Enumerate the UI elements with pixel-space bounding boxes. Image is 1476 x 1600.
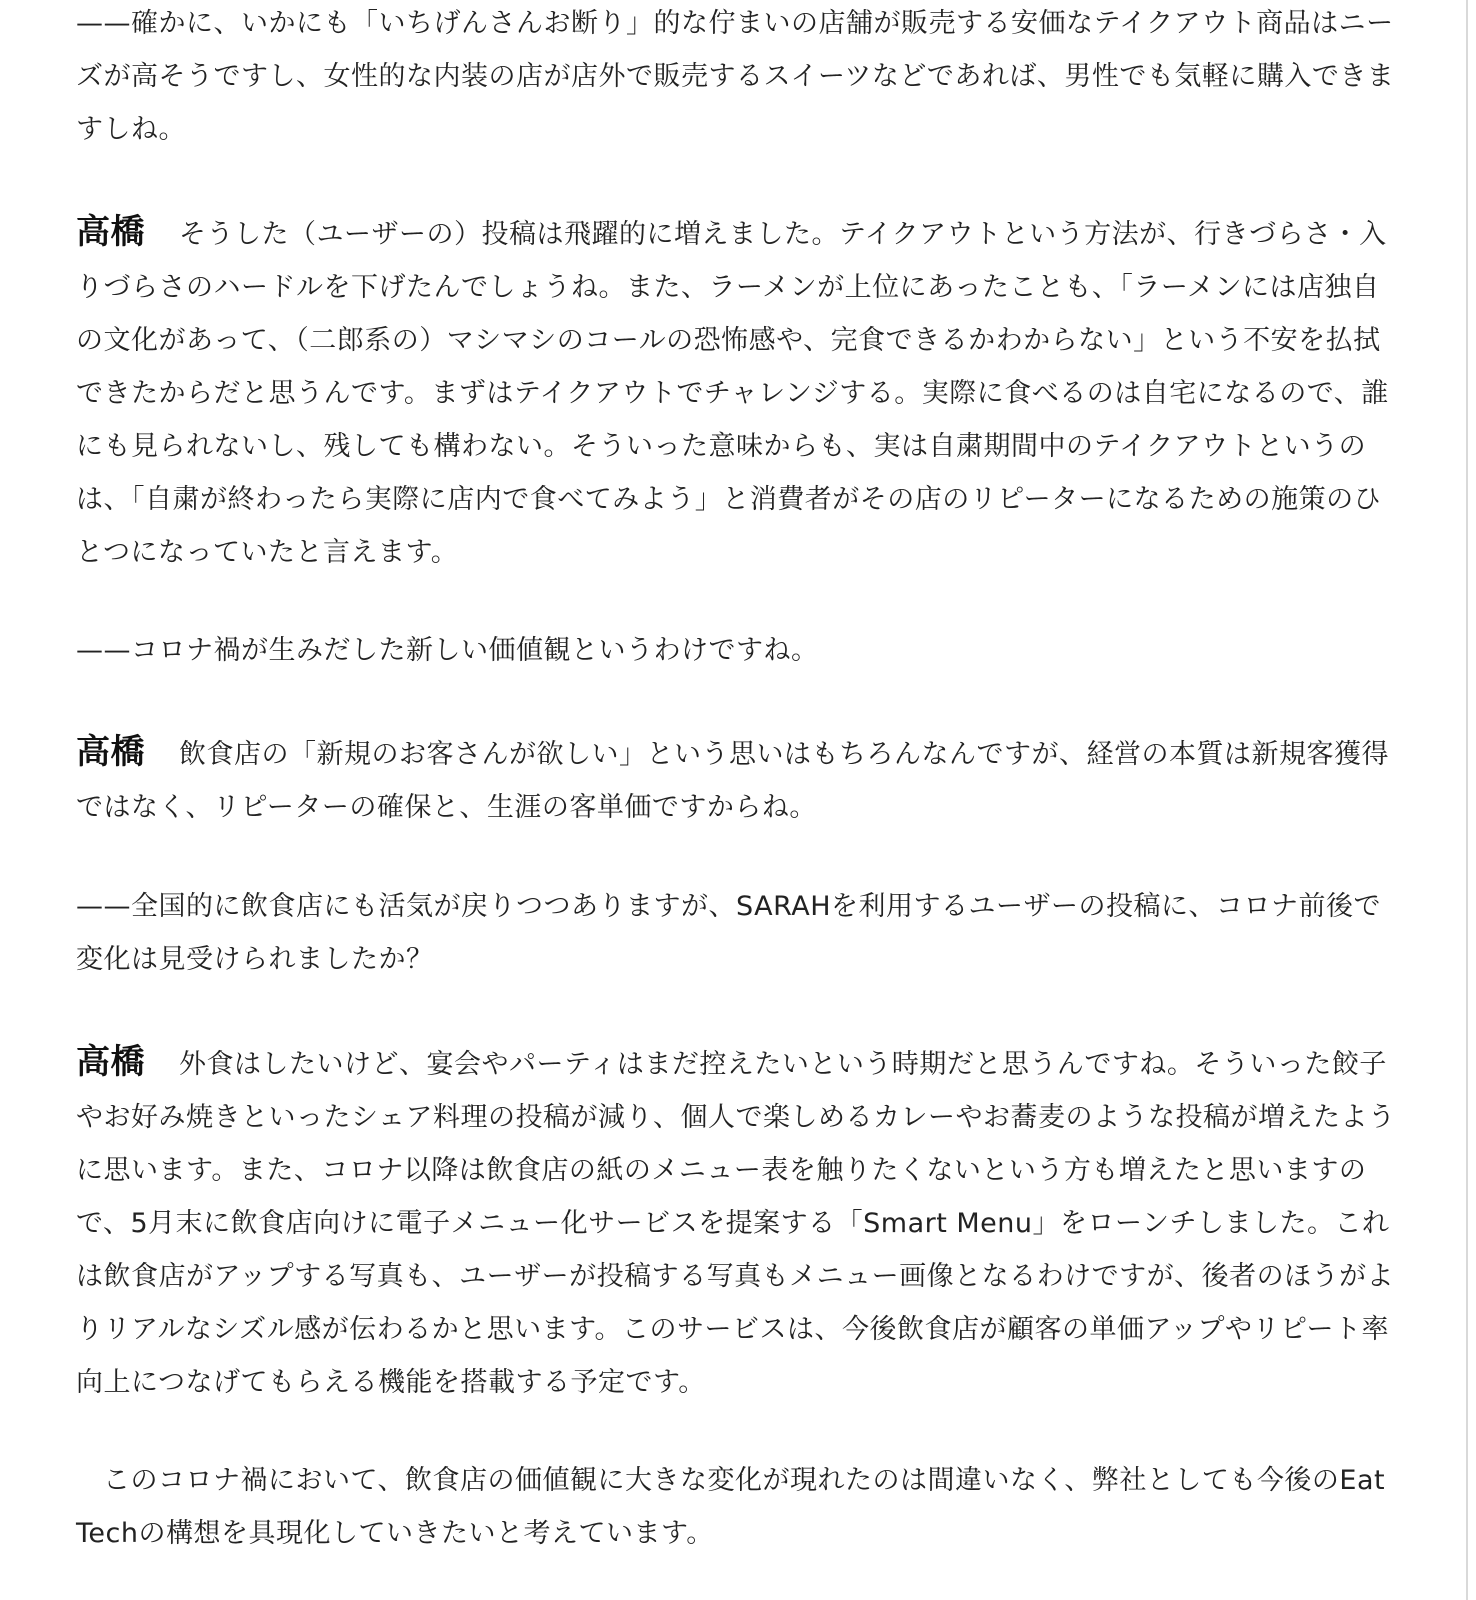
speaker-name: 高橋 (76, 212, 145, 252)
question-paragraph-1: ——確かに、いかにも「いちげんさんお断り」的な佇まいの店舗が販売する安価なテイクアウト商品はニーズが高そうですし、女性的な内装の店が店外で販売するスイーツなどであれば、男性でも気軽に購入できますしね。 (76, 8, 1395, 145)
answer-paragraph-3 (76, 1036, 1400, 1409)
answer-text: 飲食店の「新規のお客さんが欲しい」という思いはもちろんなんですが、経営の本質は新規客獲得ではなく、リピーターの確保と、生涯の客単価ですからね。 (76, 739, 1389, 823)
answer-text: そうした（ユーザーの）投稿は飛躍的に増えました。テイクアウトという方法が、行きづらさ・入りづらさのハードルを下げたんでしょうね。また、ラーメンが上位にあったことも、「ラーメンには店独自の文化があって、（二郎系の）マシマシのコールの恐怖感や、完食できるかわからない」という不安を払拭できたからだと思うんです。まずはテイクアウトでチャレンジする。実際に食べるのは自宅になるので、誰にも見られないし、残しても構わない。そういった意味からも、実は自粛期間中のテイクアウトというのは、「自粛が終わったら実際に店内で食べてみよう」と消費者がその店のリピーターになるための施策のひとつになっていたと言えます。 (76, 219, 1389, 568)
right-edge-rule (1466, 0, 1468, 1600)
answer-text: 外食はしたいけど、宴会やパーティはまだ控えたいという時期だと思うんですね。そういった餃子やお好み焼きといったシェア料理の投稿が減り、個人で楽しめるカレーやお蕎麦のような投稿が増えたように思います。また、コロナ以降は飲食店の紙のメニュー表を触りたくないという方も増えたと思いますので、5月末に飲食店向けに電子メニュー化サービスを提案する「Smart Menu」をローンチしました。これは飲食店がアップする写真も、ユーザーが投稿する写真もメニュー画像となるわけですが、後者のほうがよりリアルなシズル感が伝わるかと思います。このサービスは、今後飲食店が顧客の単価アップやリピート率向上につなげてもらえる機能を搭載する予定です。 (76, 1049, 1396, 1398)
question-paragraph-2: ——コロナ禍が生みだした新しい価値観というわけですね。 (76, 635, 819, 666)
answer-paragraph-1 (76, 206, 1400, 579)
speaker-name: 高橋 (76, 732, 145, 772)
speaker-name: 高橋 (76, 1042, 145, 1082)
answer-paragraph-2 (76, 726, 1400, 834)
question-paragraph-3: ——全国的に飲食店にも活気が戻りつつありますが、SARAHを利用するユーザーの投稿に、コロナ前後で変化は見受けられましたか？ (76, 891, 1382, 975)
closing-paragraph: このコロナ禍において、飲食店の価値観に大きな変化が現れたのは間違いなく、弊社としても今後のEat Techの構想を具現化していきたいと考えています。 (76, 1465, 1386, 1549)
